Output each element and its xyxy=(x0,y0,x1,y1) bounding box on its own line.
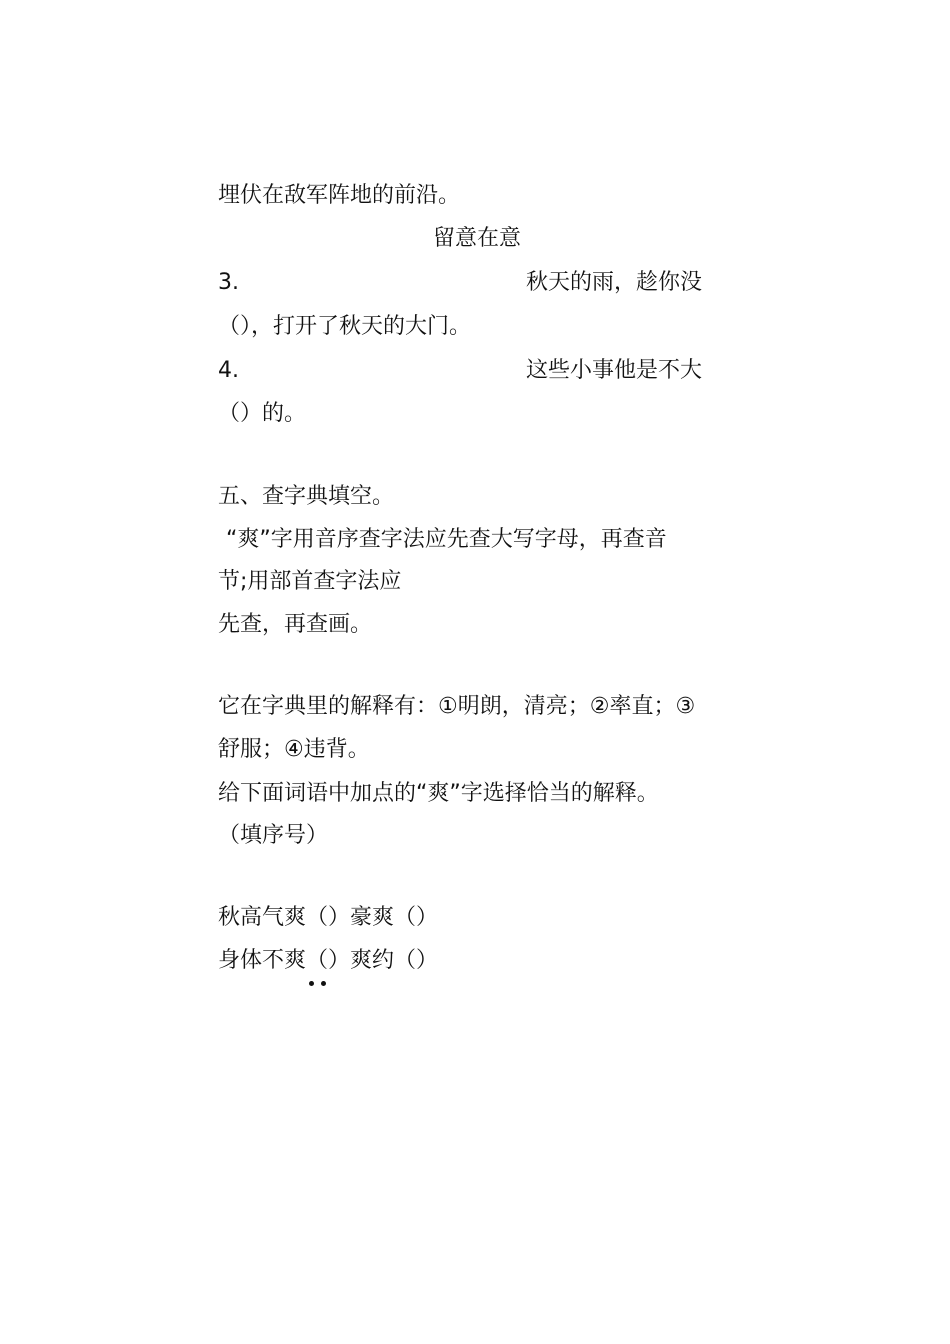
question-4-number: 4. xyxy=(218,358,239,383)
section-5-heading: 五、查字典填空。 xyxy=(218,484,395,509)
question-4-text: 这些小事他是不大 xyxy=(526,358,703,383)
word-options: 留意在意 xyxy=(433,226,522,251)
question-3-continuation: （），打开了秋天的大门。 xyxy=(218,314,472,339)
dictionary-instruction-line-1: “爽”字用音序查字法应先查大写字母，再查音 xyxy=(226,527,667,552)
question-4-continuation: （）的。 xyxy=(218,401,307,426)
dictionary-instruction-line-2: 节;用部首查字法应 xyxy=(218,569,402,594)
text-line-ambush: 埋伏在敌军阵地的前沿。 xyxy=(218,183,461,208)
emphasis-dots xyxy=(309,981,329,989)
definitions-line-1: 它在字典里的解释有：①明朗，清亮；②率直；③ xyxy=(218,694,696,719)
task-instruction: 给下面词语中加点的“爽”字选择恰当的解释。 xyxy=(218,781,659,806)
emphasis-dot xyxy=(309,981,314,986)
question-3-number: 3. xyxy=(218,270,239,295)
definitions-line-2: 舒服；④违背。 xyxy=(218,737,370,762)
exercise-row-1: 秋高气爽（）豪爽（） xyxy=(218,905,439,930)
exercise-row-2: 身体不爽（）爽约（） xyxy=(218,948,439,973)
emphasis-dot xyxy=(321,981,326,986)
question-3-text: 秋天的雨，趁你没 xyxy=(526,270,703,295)
dictionary-instruction-line-3: 先查，再查画。 xyxy=(218,612,373,637)
task-instruction-note: （填序号） xyxy=(218,823,329,848)
